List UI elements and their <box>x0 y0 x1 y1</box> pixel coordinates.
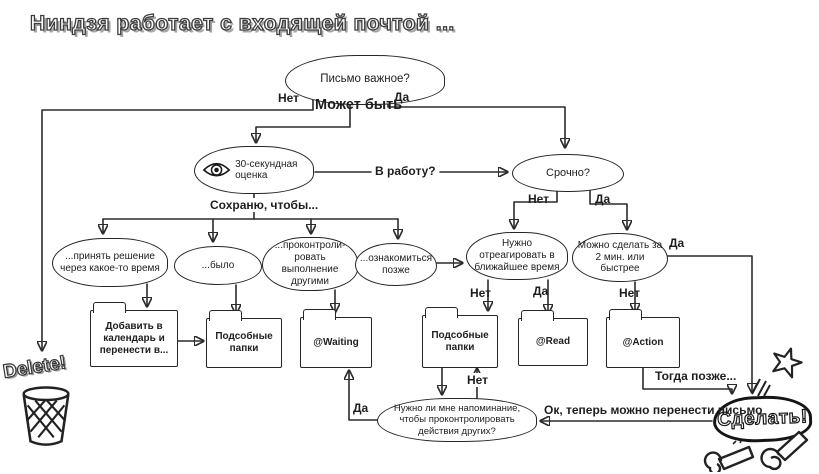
star-icon <box>768 346 804 382</box>
node-two-minutes-label: Можно сделать за 2 мин. или быстрее <box>577 239 663 275</box>
eye-icon <box>202 157 231 183</box>
node-need-reminder-label: Нужно ли мне напоминание, чтобы проконтролировать действия других? <box>393 403 521 437</box>
edge-label-maybe: Может быть <box>315 97 403 113</box>
edge-label-yes-5: Да <box>353 401 369 415</box>
sparkle-lines-icon <box>750 374 772 396</box>
edge-label-no-3: Нет <box>470 286 492 300</box>
folder-aux-left-label: Подсобные папки <box>215 331 273 354</box>
trash-icon <box>20 386 72 448</box>
edge-label-to-work: В работу? <box>375 164 436 178</box>
folder-waiting-label: @Waiting <box>313 336 359 348</box>
folder-calendar <box>90 310 178 367</box>
node-react-soon <box>466 232 568 280</box>
node-assessment <box>194 146 314 194</box>
edge-label-no-1: Нет <box>278 91 300 105</box>
node-control-others <box>262 237 358 291</box>
node-do-it-label: Сделать! <box>716 406 808 431</box>
edge-label-no-2: Нет <box>528 192 550 206</box>
node-it-was <box>174 246 262 285</box>
node-decide-later <box>52 238 168 287</box>
edge-label-ok-move: Ок, теперь можно перенести письмо <box>544 403 763 417</box>
edge-label-no-5: Нет <box>467 373 489 387</box>
folder-action-label: @Action <box>622 336 664 348</box>
page-title: Ниндзя работает с входящей почтой ... <box>30 12 455 35</box>
folder-read <box>518 318 588 366</box>
folder-waiting <box>300 317 372 368</box>
node-urgent <box>512 154 624 192</box>
node-control-others-label: ...проконтроли-ровать выполнение другими <box>274 240 346 287</box>
node-read-later-label: ...ознакомиться позже <box>359 252 433 276</box>
delete-label: Delete! <box>1 352 68 383</box>
party-horn-icon-2 <box>753 426 813 474</box>
edge-label-then-later: Тогда позже... <box>655 369 737 383</box>
node-urgent-label: Срочно? <box>546 166 590 179</box>
node-assessment-label: 30-секундная оценка <box>235 158 298 181</box>
edge-important-yes <box>388 100 565 147</box>
node-decide-later-label: ...принять решение через какое-то время <box>60 250 160 274</box>
edge-label-no-4: Нет <box>619 286 641 300</box>
edge-label-yes-2: Да <box>595 192 611 206</box>
edge-label-yes-3: Да <box>533 284 549 298</box>
node-it-was-label: ...было <box>201 259 235 271</box>
edge-label-save-to: Сохраню, чтобы... <box>210 198 319 212</box>
edge-label-yes-4: Да <box>669 236 685 250</box>
node-important-label: Письмо важное? <box>320 73 410 86</box>
node-react-soon-label: Нужно отреагировать в ближайшее время <box>474 238 560 273</box>
edge-label-yes-1: Да <box>394 90 410 104</box>
node-need-reminder <box>377 398 537 442</box>
folder-aux-right-label: Подсобные папки <box>431 329 489 353</box>
folder-action <box>606 317 680 368</box>
node-two-minutes <box>572 233 668 282</box>
node-read-later <box>355 243 437 286</box>
folder-calendar-label: Добавить в календарь и перенести в... <box>99 320 169 356</box>
folder-aux-left <box>206 318 282 368</box>
folder-read-label: @Read <box>535 336 571 347</box>
folder-aux-right <box>422 315 498 368</box>
